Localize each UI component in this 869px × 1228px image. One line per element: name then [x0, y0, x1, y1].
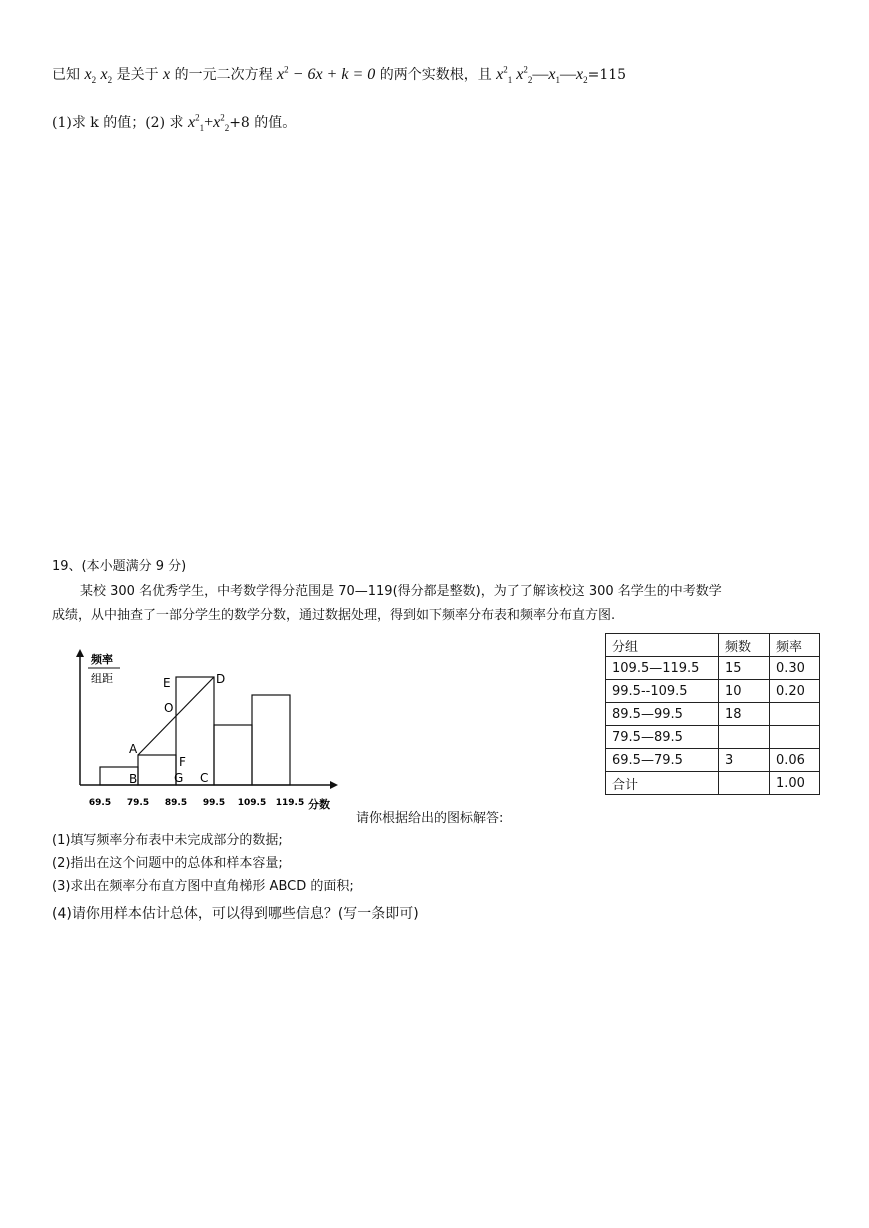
table-cell: 109.5—119.5	[606, 657, 719, 680]
table-cell	[719, 772, 770, 795]
histogram-bar	[138, 755, 176, 785]
histogram-bar	[214, 725, 252, 785]
x-tick-label: 69.5	[88, 798, 112, 808]
table-cell	[770, 703, 820, 726]
table-cell: 0.20	[770, 680, 820, 703]
x-tick-label: 79.5	[126, 798, 150, 808]
problem19-heading: 19、(本小题满分 9 分)	[52, 559, 187, 574]
table-cell: 10	[719, 680, 770, 703]
problem18-line1	[52, 64, 626, 86]
question-2: (2)指出在这个问题中的总体和样本容量;	[52, 856, 283, 871]
x-axis-arrow	[330, 781, 338, 789]
math-x2b: $x_2$	[100, 66, 113, 86]
x-tick-label: 109.5	[237, 798, 267, 808]
question-1: (1)填写频率分布表中未完成部分的数据;	[52, 833, 283, 848]
y-label-bottom: 组距	[91, 672, 113, 685]
frequency-histogram	[60, 645, 350, 815]
point-label-f: F	[179, 755, 186, 769]
table-cell: 99.5--109.5	[606, 680, 719, 703]
table-cell: 0.06	[770, 749, 820, 772]
table-cell: 分组	[606, 634, 719, 657]
math-quadratic: $x^2 - 6x + k = 0$	[277, 64, 376, 83]
table-row	[606, 703, 820, 726]
text: 的一元二次方程	[174, 67, 273, 83]
table-cell: 89.5—99.5	[606, 703, 719, 726]
text: (1)求 k 的值；(2) 求	[52, 115, 184, 131]
math-x: x	[163, 66, 171, 83]
problem19-para1: 某校 300 名优秀学生，中考数学得分范围是 70—119(得分都是整数)，为了了解该校这 300 名学生的中考数学	[80, 584, 722, 599]
table-cell: 频数	[719, 634, 770, 657]
math-sum-squares: $x^2_1+x^2_2$	[187, 112, 230, 134]
histogram-bar	[252, 695, 290, 785]
point-label-b: B	[129, 772, 138, 786]
point-label-g: G	[174, 771, 184, 785]
table-cell	[770, 726, 820, 749]
frequency-table	[605, 633, 820, 795]
math-condition: $x^2_1$ $x^2_2—x_1—x_2$	[496, 64, 588, 86]
table-cell: 3	[719, 749, 770, 772]
table-row	[606, 680, 820, 703]
y-label-top: 频率	[91, 653, 113, 666]
y-axis-arrow	[76, 649, 84, 657]
problem19-para2: 成绩，从中抽查了一部分学生的数学分数，通过数据处理，得到如下频率分布表和频率分布直方图.	[52, 608, 616, 623]
table-cell	[719, 726, 770, 749]
point-label-e: E	[163, 676, 171, 690]
text: 是关于	[116, 67, 159, 83]
table-header-row	[606, 634, 820, 657]
x-axis-label: 分数	[308, 798, 330, 811]
x-tick-label: 99.5	[202, 798, 226, 808]
text: =115	[587, 67, 627, 83]
point-label-c: C	[200, 771, 209, 785]
x-tick-label: 89.5	[164, 798, 188, 808]
point-label-a: A	[129, 742, 138, 756]
text: +8 的值。	[229, 115, 297, 131]
table-row	[606, 726, 820, 749]
question-3: (3)求出在频率分布直方图中直角梯形 ABCD 的面积;	[52, 879, 354, 894]
table-cell: 18	[719, 703, 770, 726]
table-cell: 79.5—89.5	[606, 726, 719, 749]
point-label-o: O	[164, 701, 174, 715]
question-4: (4)请你用样本估计总体，可以得到哪些信息？(写一条即可)	[52, 906, 419, 922]
table-row	[606, 749, 820, 772]
table-cell: 0.30	[770, 657, 820, 680]
text: 的两个实数根，且	[379, 67, 492, 83]
table-cell: 15	[719, 657, 770, 680]
table-cell: 69.5—79.5	[606, 749, 719, 772]
text: 已知	[52, 67, 80, 83]
table-cell: 频率	[770, 634, 820, 657]
table-cell: 1.00	[770, 772, 820, 795]
point-label-d: D	[216, 672, 226, 686]
problem18-line2	[52, 112, 296, 134]
x-tick-label: 119.5	[275, 798, 305, 808]
table-row	[606, 657, 820, 680]
chart-prompt: 请你根据给出的图标解答:	[356, 811, 504, 826]
table-cell: 合计	[606, 772, 719, 795]
math-x2: $x_2$	[84, 66, 97, 86]
table-row	[606, 772, 820, 795]
